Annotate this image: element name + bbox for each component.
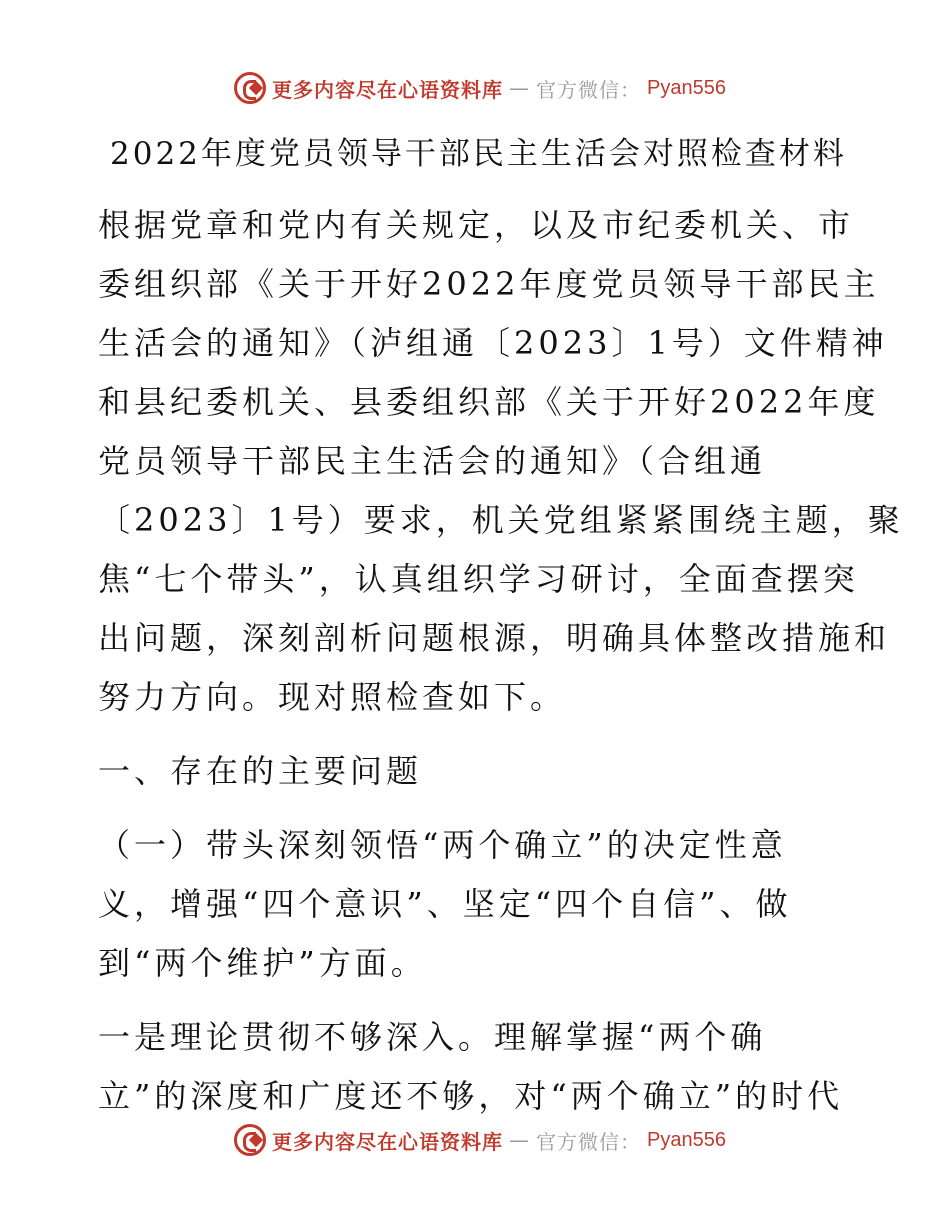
watermark-secondary: 官方微信： — [536, 77, 641, 102]
subsection-line-2: 义，增强“四个意识”、坚定“四个自信”、做 — [98, 885, 792, 923]
watermark-primary: 更多内容尽在心语资料库 — [272, 1129, 503, 1154]
watermark-primary: 更多内容尽在心语资料库 — [272, 77, 503, 102]
body-line-5: 党员领导干部民主生活会的通知》（合组通 — [98, 442, 767, 480]
point-line-2: 立”的深度和广度还不够，对“两个确立”的时代 — [98, 1077, 844, 1115]
body-line-9: 努力方向。现对照检查如下。 — [98, 678, 567, 716]
document-title: 2022年度党员领导干部民主生活会对照检查材料 — [110, 136, 847, 172]
watermark-brand: Pyan556 — [647, 76, 726, 99]
body-line-7: 焦“七个带头”，认真组织学习研讨，全面查摆突 — [98, 560, 859, 598]
body-line-4: 和县纪委机关、县委组织部《关于开好2022年度 — [98, 383, 880, 421]
watermark-separator: — — [509, 76, 530, 100]
watermark-brand: Pyan556 — [647, 1128, 726, 1151]
point-line-1: 一是理论贯彻不够深入。理解掌握“两个确 — [98, 1018, 767, 1056]
body-line-8: 出问题，深刻剖析问题根源，明确具体整改措施和 — [98, 619, 891, 657]
body-line-2: 委组织部《关于开好2022年度党员领导干部民主 — [98, 265, 880, 303]
subsection-line-1: （一）带头深刻领悟“两个确立”的决定性意 — [98, 826, 787, 864]
section-heading: 一、存在的主要问题 — [98, 752, 423, 790]
brand-logo-icon — [234, 72, 266, 104]
watermark-separator: — — [509, 1128, 530, 1152]
watermark-secondary: 官方微信： — [536, 1129, 641, 1154]
body-line-3: 生活会的通知》（泸组通〔2023〕1号）文件精神 — [98, 324, 888, 362]
body-line-6: 〔2023〕1号）要求，机关党组紧紧围绕主题，聚 — [98, 501, 904, 539]
brand-logo-icon — [234, 1124, 266, 1156]
body-line-1: 根据党章和党内有关规定，以及市纪委机关、市 — [98, 206, 855, 244]
watermark-footer — [234, 1124, 726, 1156]
watermark-header — [234, 72, 726, 104]
subsection-line-3: 到“两个维护”方面。 — [98, 944, 427, 982]
